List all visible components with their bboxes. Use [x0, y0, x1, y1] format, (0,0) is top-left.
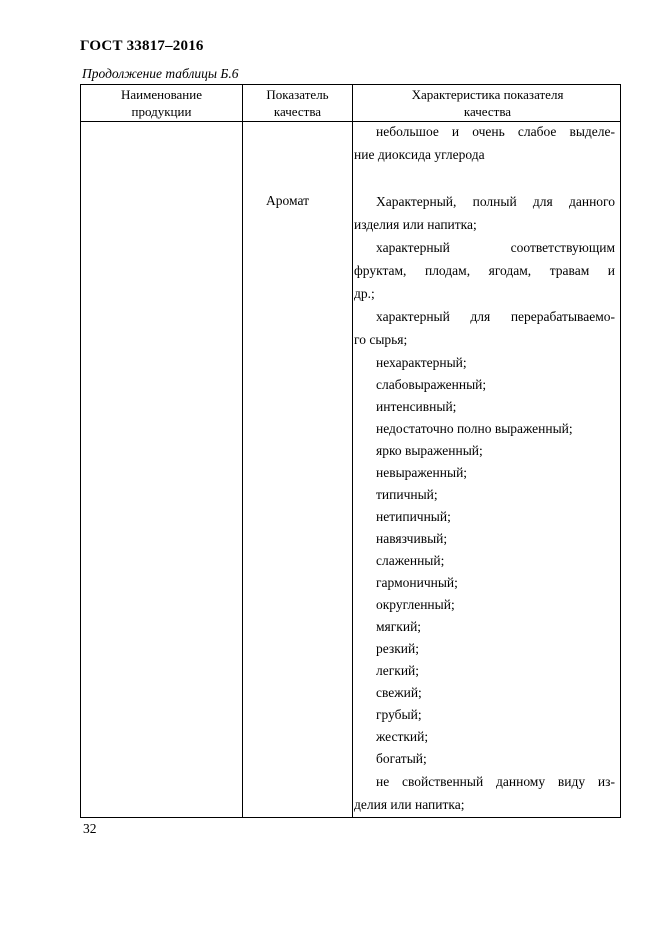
characteristic-line: ярко выраженный;	[376, 443, 483, 458]
characteristic-line: грубый;	[376, 707, 422, 722]
characteristic-line: невыраженный;	[376, 465, 468, 480]
characteristic-line: навязчивый;	[376, 531, 448, 546]
characteristic-line: нетипичный;	[376, 509, 451, 524]
column-divider	[242, 85, 243, 817]
header-quality-indicator	[243, 86, 352, 120]
indicator-cell: Аромат	[266, 193, 309, 208]
header-line: качества	[463, 104, 512, 119]
characteristic-line: го сырья;	[354, 332, 408, 347]
header-line: Показатель	[266, 87, 329, 102]
characteristic-line: др.;	[354, 286, 375, 301]
characteristic-line: гармоничный;	[376, 575, 458, 590]
characteristic-line: характерный соответствующим	[376, 240, 615, 255]
characteristic-line: фруктам, плодам, ягодам, травам и	[354, 263, 615, 278]
characteristic-line: изделия или напитка;	[354, 217, 477, 232]
characteristic-line: мягкий;	[376, 619, 422, 634]
table-caption: Продолжение таблицы Б.6	[82, 66, 239, 81]
characteristic-line: слабовыраженный;	[376, 377, 487, 392]
characteristic-line: нехарактерный;	[376, 355, 467, 370]
characteristic-line: легкий;	[376, 663, 420, 678]
column-divider	[352, 85, 353, 817]
characteristic-line: слаженный;	[376, 553, 445, 568]
characteristic-line: интенсивный;	[376, 399, 457, 414]
characteristic-line: жесткий;	[376, 729, 429, 744]
header-line: Наименование	[121, 87, 202, 102]
characteristic-line: недостаточно полно выраженный;	[376, 421, 573, 436]
characteristic-line: ние диоксида углерода	[354, 147, 485, 162]
characteristic-line: Характерный, полный для данного	[376, 194, 615, 209]
header-line: Характеристика показателя	[411, 87, 564, 102]
document-header: ГОСТ 33817–2016	[80, 38, 204, 54]
header-characteristic	[353, 86, 622, 120]
characteristic-line: не свойственный данному виду из-	[376, 774, 615, 789]
quality-table	[80, 84, 621, 818]
header-product-name	[81, 86, 242, 120]
characteristic-line: небольшое и очень слабое выделе-	[376, 124, 615, 139]
header-line: продукции	[131, 104, 192, 119]
characteristic-line: свежий;	[376, 685, 422, 700]
characteristic-line: резкий;	[376, 641, 419, 656]
characteristic-line: характерный для перерабатываемо-	[376, 309, 615, 324]
page-number: 32	[83, 821, 97, 836]
characteristic-line: делия или напитка;	[354, 797, 465, 812]
characteristic-line: богатый;	[376, 751, 427, 766]
characteristic-line: типичный;	[376, 487, 438, 502]
characteristic-line: округленный;	[376, 597, 455, 612]
header-line: качества	[273, 104, 322, 119]
